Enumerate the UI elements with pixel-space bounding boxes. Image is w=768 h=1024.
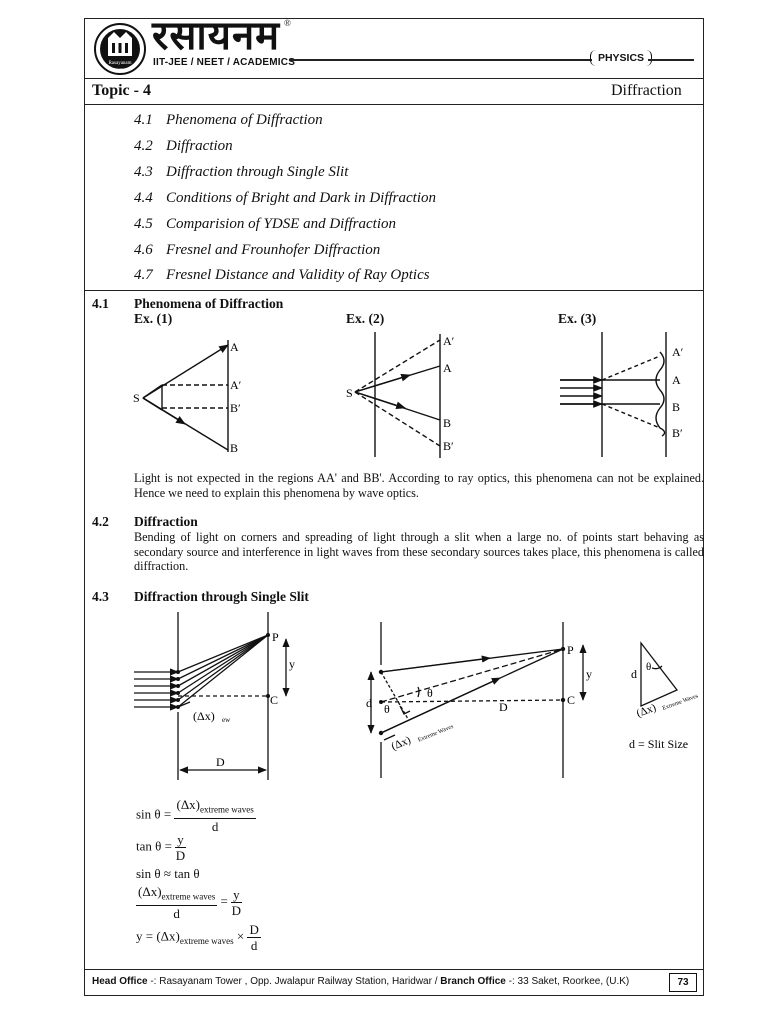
- branch-office-label: Branch Office: [440, 976, 506, 987]
- section-number: 4.3: [92, 589, 109, 604]
- toc-item[interactable]: 4.1 Phenomena of Diffraction: [134, 112, 323, 128]
- toc-item[interactable]: 4.7 Fresnel Distance and Validity of Ray Optics: [134, 267, 430, 283]
- topic-title: Diffraction: [611, 82, 682, 99]
- label-dx-sub: Extreme Waves: [417, 723, 455, 744]
- toc-item[interactable]: 4.3 Diffraction through Single Slit: [134, 164, 349, 180]
- label-theta: θ: [384, 702, 390, 716]
- section-4-2-text: Bending of light on corners and spreading of light through a slit when a large no. of points start behaving as secondary source and interference in light waves from these secondary sources takes place, this phenomena is called diffraction.: [134, 530, 704, 574]
- label-p: P: [567, 643, 574, 657]
- logo-text-bottom: Educational: [111, 67, 129, 71]
- page-number: 73: [669, 973, 697, 992]
- topic-label: Topic - 4: [92, 82, 151, 99]
- label-a: A: [230, 340, 239, 354]
- label-a-prime: A′: [230, 378, 242, 392]
- toc-item[interactable]: 4.4 Conditions of Bright and Dark in Diffraction: [134, 190, 437, 206]
- label-b: B: [230, 441, 239, 455]
- slit-size-label: d = Slit Size: [629, 737, 689, 751]
- label-c: C: [270, 693, 279, 707]
- label-b-prime: B′: [230, 401, 241, 415]
- equation-y: $y = (\Delta x)_{extreme waves}$ × $\frac{D}{d}$: [136, 922, 259, 953]
- branch-office-text: -: 33 Saket, Roorkee, (U.K): [505, 976, 630, 987]
- label-a-prime: A′: [443, 334, 455, 348]
- equation-tan-theta: tan θ = $\frac{y}{D}$: [136, 832, 186, 863]
- label-p: P: [272, 630, 279, 644]
- label-b-prime: B′: [672, 426, 683, 440]
- head-office-text: -: Rasayanam Tower , Opp. Jwalapur Railway Station, Haridwar /: [147, 976, 441, 987]
- label-b-prime: B′: [443, 439, 454, 453]
- equation-approximation: sin θ ≈ tan θ: [136, 866, 200, 881]
- label-dx-sub: Extreme Waves: [661, 693, 700, 712]
- label-d-distance: D: [499, 700, 508, 714]
- label-theta: θ: [427, 686, 433, 700]
- label-b: B: [443, 416, 452, 430]
- toc-item[interactable]: 4.5 Comparision of YDSE and Diffraction: [134, 216, 397, 232]
- section-number: 4.2: [92, 514, 109, 529]
- label-s: S: [133, 391, 140, 405]
- brand-name: रसायनम: [152, 13, 281, 59]
- example-label: Ex. (2): [346, 311, 385, 326]
- section-title: Phenomena of Diffraction: [134, 296, 284, 311]
- label-a: A: [672, 373, 681, 387]
- example-2-figure: [355, 332, 440, 458]
- example-label: Ex. (1): [134, 311, 173, 326]
- footer-address: [92, 976, 629, 987]
- label-d: d: [631, 667, 637, 681]
- label-y: y: [289, 657, 295, 671]
- slit-triangle: [641, 643, 677, 706]
- section-4-1-text: Light is not expected in the regions AA' and BB'. According to ray optics, this phenomena can not be explained. Hence we need to explain this phenomena by wave optics.: [134, 471, 704, 500]
- subject-badge: PHYSICS: [590, 50, 652, 66]
- label-a: A: [443, 361, 452, 375]
- example-3-figure: [560, 332, 666, 457]
- toc-item[interactable]: 4.2 Diffraction: [134, 138, 233, 154]
- label-a-prime: A′: [672, 345, 684, 359]
- label-y: y: [586, 667, 592, 681]
- label-dx: (Δx): [193, 709, 215, 723]
- logo-text-top: Rasayanam: [108, 61, 132, 66]
- label-c: C: [567, 693, 576, 707]
- head-office-label: Head Office: [92, 976, 148, 987]
- label-b: B: [672, 400, 681, 414]
- label-dx-sub: ew: [222, 716, 231, 724]
- example-label: Ex. (3): [558, 311, 597, 326]
- label-dx: (Δx): [634, 701, 658, 720]
- equation-sin-theta: sin θ = $\frac{(\Delta x)_{extreme waves}}{d}$: [136, 797, 254, 834]
- toc-item[interactable]: 4.6 Fresnel and Frounhofer Diffraction: [134, 242, 381, 258]
- label-d: d: [366, 696, 372, 710]
- tagline: IIT-JEE / NEET / ACADEMICS: [153, 57, 296, 68]
- divider: [85, 969, 703, 970]
- example-1-figure: [143, 340, 228, 452]
- section-title: Diffraction: [134, 514, 198, 529]
- single-slit-figure-2: [371, 622, 583, 778]
- label-d-distance: D: [216, 755, 225, 769]
- label-theta: θ: [646, 661, 652, 673]
- label-dx: (Δx): [389, 734, 413, 753]
- registered-mark: ®: [284, 18, 291, 28]
- label-s: S: [346, 386, 353, 400]
- section-title: Diffraction through Single Slit: [134, 589, 309, 604]
- equation-ratio: $\frac{(\Delta x)_{extreme waves}}{d}$ = $\frac{y}{D}$: [138, 884, 242, 921]
- single-slit-figure-1: [134, 612, 286, 780]
- section-number: 4.1: [92, 296, 109, 311]
